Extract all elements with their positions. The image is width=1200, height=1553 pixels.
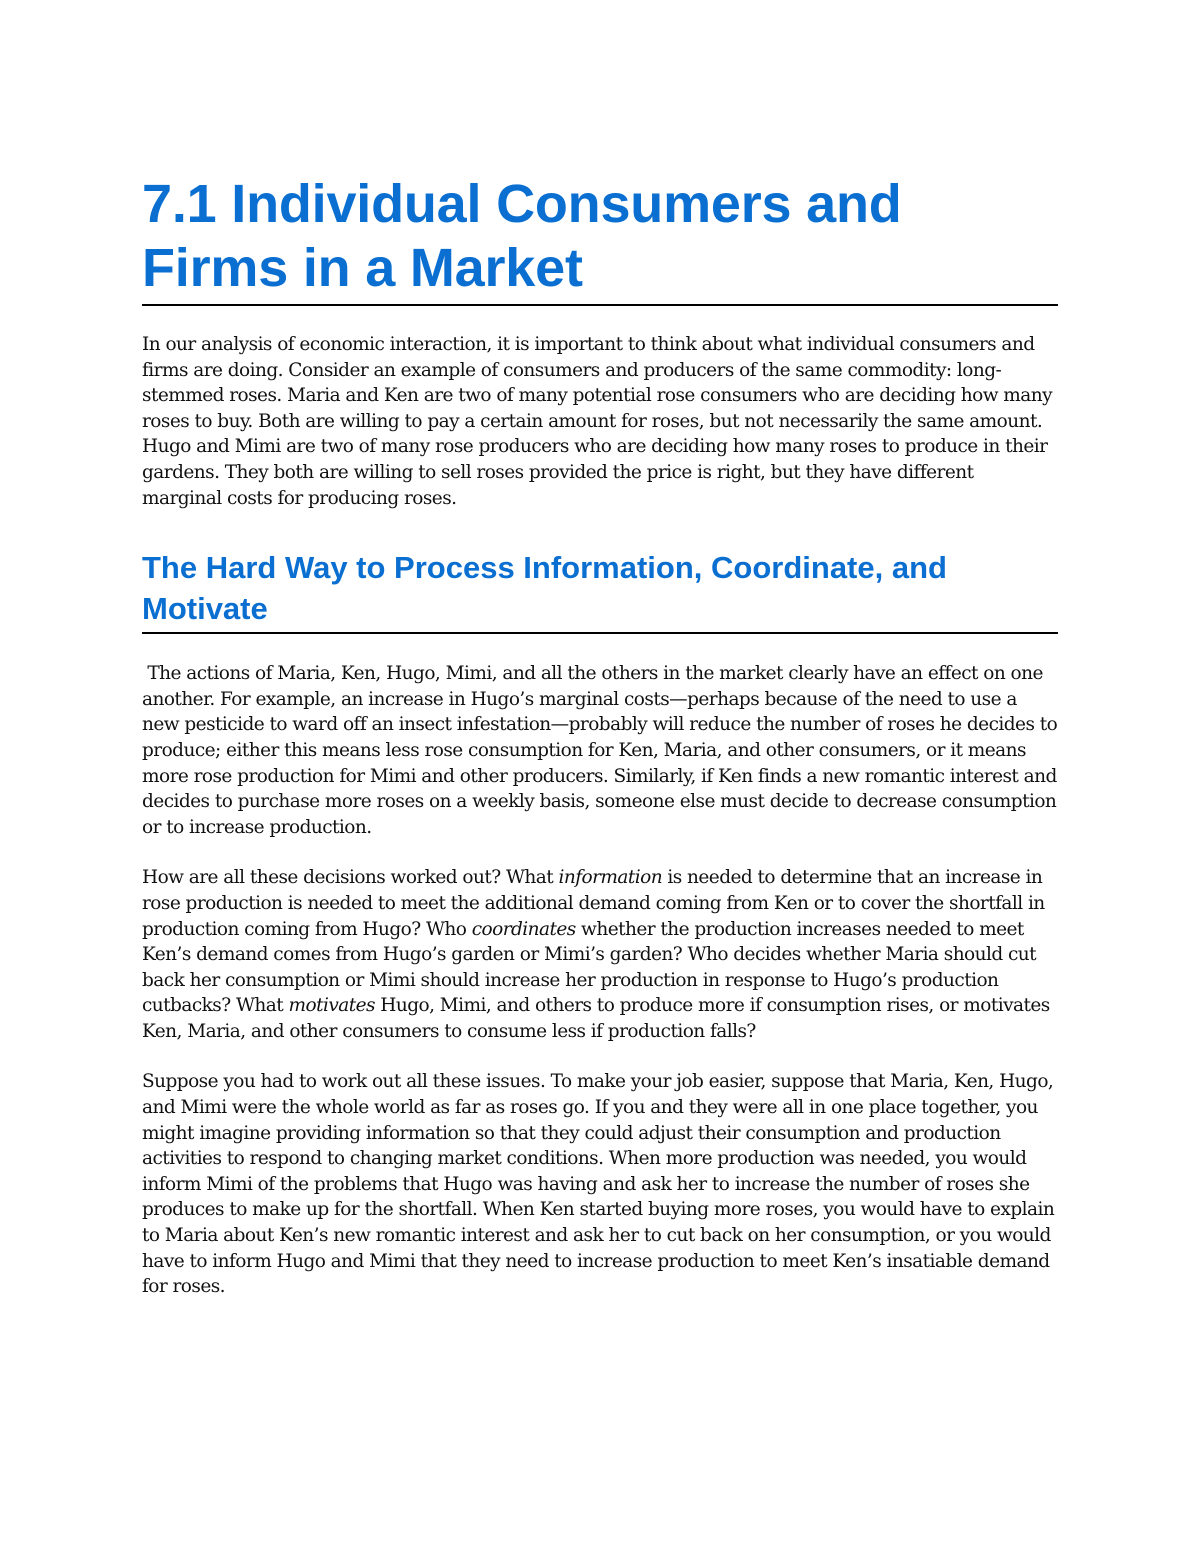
paragraph-suppose: Suppose you had to work out all these issues. To make your job easier, suppose that Maria, Ken, Hugo, and Mimi were the whole world as far as roses go. If you and they were all in one place together, you might imagine providing information so that they could adjust their consumption and production activities to respond to changing market conditions. When more production was needed, you would inform Mimi of the problems that Hugo was having and ask her to increase the number of roses she produces to make up for the shortfall. When Ken started buying more roses, you would have to explain to Maria about Ken’s new romantic interest and ask her to cut back on her consumption, or you would have to inform Hugo and Mimi that they need to increase production to meet Ken’s insatiable demand for roses. <box>142 1071 1055 1298</box>
section-heading: The Hard Way to Process Information, Coordinate, and Motivate <box>142 547 1058 634</box>
section-heading-wrapper <box>142 547 1058 634</box>
emphasis-coordinates: coordinates <box>471 918 576 940</box>
paragraph-decisions <box>142 865 1058 1044</box>
document-page <box>142 172 1063 1300</box>
page-title: 7.1 Individual Consumers and Firms in a Market <box>142 172 1058 306</box>
paragraph-decisions-text: How are all these decisions worked out? What <box>142 867 559 889</box>
intro-paragraph: In our analysis of economic interaction, it is important to think about what individual consumers and firms are doing. Consider an example of consumers and producers of the same commodity: long-stemmed roses. Maria and Ken are two of many potential rose consumers who are deciding how many roses to buy. Both are willing to pay a certain amount for roses, but not necessarily the same amount. Hugo and Mimi are two of many rose producers who are deciding how many roses to produce in their gardens. They both are willing to sell roses provided the price is right, but they have different marginal costs for producing roses. <box>142 334 1053 509</box>
paragraph-decisions-text: is needed to determine that an increase in rose production is needed to meet the additional demand coming from Ken or to cover the shortfall in production coming from Hugo? Who <box>142 867 1045 940</box>
emphasis-information: information <box>558 867 663 889</box>
paragraph-actions: The actions of Maria, Ken, Hugo, Mimi, and all the others in the market clearly have an effect on one another. For example, an increase in Hugo’s marginal costs—perhaps because of the need to use a new pesticide to ward off an insect infestation—probably will reduce the number of roses he decides to produce; either this means less rose consumption for Ken, Maria, and other consumers, or it means more rose production for Mimi and other producers. Similarly, if Ken finds a new romantic interest and decides to purchase more roses on a weekly basis, someone else must decide to decrease consumption or to increase production. <box>142 663 1063 838</box>
emphasis-motivates: motivates <box>288 995 375 1017</box>
paragraph-decisions-text: whether the production increases needed to meet Ken’s demand comes from Hugo’s garden or Mimi’s garden? Who decides whether Maria should cut back her consumption or Mimi should increase her production in response to Hugo’s production cutbacks? What <box>142 918 1037 1017</box>
paragraph-decisions-text: Hugo, Mimi, and others to produce more if consumption rises, or motivates Ken, Maria, and other consumers to consume less if production falls? <box>142 995 1050 1042</box>
